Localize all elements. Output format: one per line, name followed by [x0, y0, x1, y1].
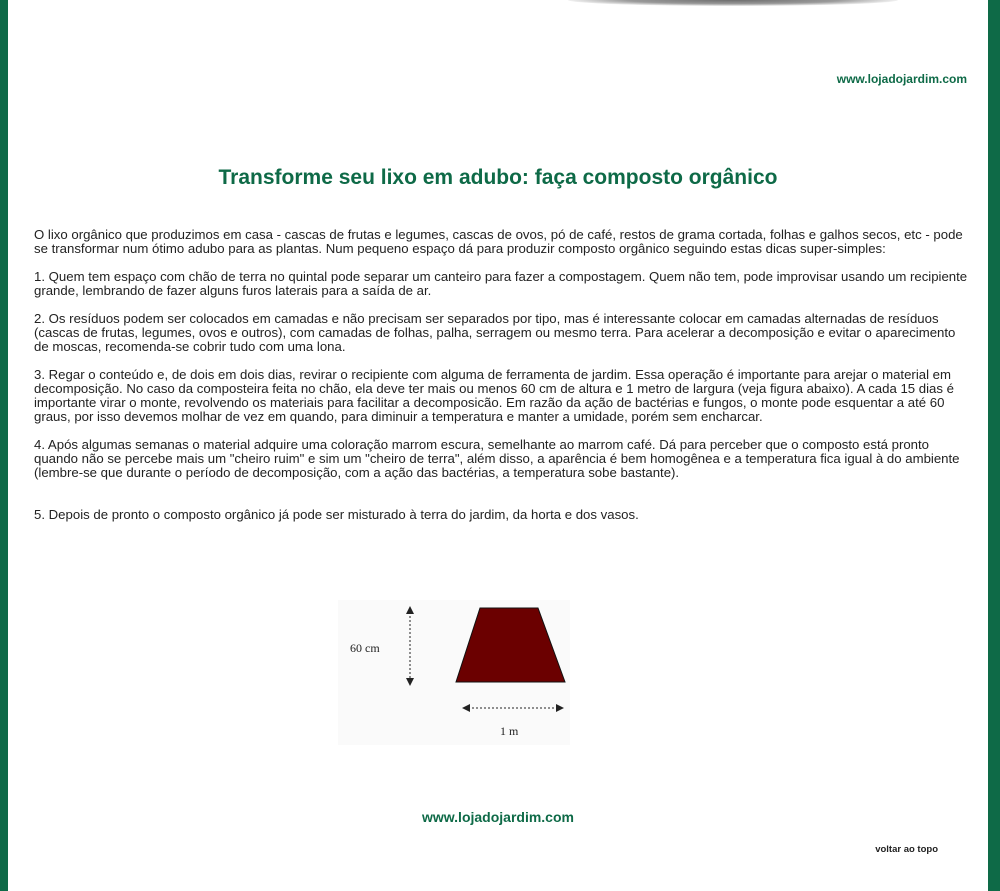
page-container	[8, 0, 988, 891]
site-link-bottom[interactable]: www.lojadojardim.com	[422, 809, 574, 825]
article-title: Transforme seu lixo em adubo: faça composto orgânico	[218, 166, 778, 189]
height-label: 60 cm	[350, 641, 380, 655]
compost-pile-diagram	[338, 600, 570, 745]
width-label: 1 m	[500, 724, 519, 738]
step-5-paragraph: 5. Depois de pronto o composto orgânico já pode ser misturado à terra do jardim, da horta e dos vasos.	[34, 507, 639, 522]
top-shadow-decoration	[568, 0, 898, 6]
step-1-paragraph: 1. Quem tem espaço com chão de terra no quintal pode separar um canteiro para fazer a compostagem. Quem não tem, pode improvisar usando um recipiente grande, lembrando de fazer alguns furos laterais para a saída de ar.	[34, 269, 968, 298]
width-arrow-right	[556, 704, 564, 712]
width-arrow-left	[462, 704, 470, 712]
article-body	[34, 228, 969, 536]
step-2-paragraph: 2. Os resíduos podem ser colocados em camadas e não precisam ser separados por tipo, mas é interessante colocar em camadas alternadas de resíduos (cascas de frutas, legumes, ovos e outros), com camadas de folhas, palha, serragem ou mesmo terra. Para acelerar a decomposição e evitar o aparecimento de moscas, recomenda-se cobrir tudo com uma lona.	[34, 311, 956, 354]
intro-paragraph: O lixo orgânico que produzimos em casa - cascas de frutas e legumes, cascas de ovos, pó de café, restos de grama cortada, folhas e galhos secos, etc - pode se transformar num ótimo adubo para as plantas. Num pequeno espaço dá para produzir composto orgânico seguindo estas dicas super-simples:	[34, 227, 963, 256]
compost-pile-figure	[338, 600, 570, 745]
site-link-top[interactable]: www.lojadojardim.com	[836, 72, 967, 86]
step-4-paragraph: 4. Após algumas semanas o material adquire uma coloração marrom escura, semelhante ao marrom café. Dá para perceber que o composto está pronto quando não se percebe mais um "cheiro ruim" e sim um "cheiro de terra", além disso, a aparência é bem homogênea e a temperatura fica igual à do ambiente (lembre-se que durante o período de decomposição, com a ação das bactérias, a temperatura sobe bastante).	[34, 437, 960, 480]
back-to-top-link[interactable]: voltar ao topo	[875, 844, 938, 855]
compost-pile-shape	[456, 608, 565, 682]
height-arrow-bottom	[406, 678, 414, 686]
height-arrow-top	[406, 606, 414, 614]
step-3-paragraph: 3. Regar o conteúdo e, de dois em dois dias, revirar o recipiente com alguma de ferramenta de jardim. Essa operação é importante para arejar o material em decomposição. No caso da composteira feita no chão, ela deve ter mais ou menos 60 cm de altura e 1 metro de largura (veja figura abaixo). A cada 15 dias é importante virar o monte, revolvendo os materiais para facilitar a decomposicão. Em razão da ação de bactérias e fungos, o monte pode esquentar a até 60 graus, por isso devemos molhar de vez em quando, para diminuir a temperatura e manter a umidade, porém sem encharcar.	[34, 367, 954, 424]
